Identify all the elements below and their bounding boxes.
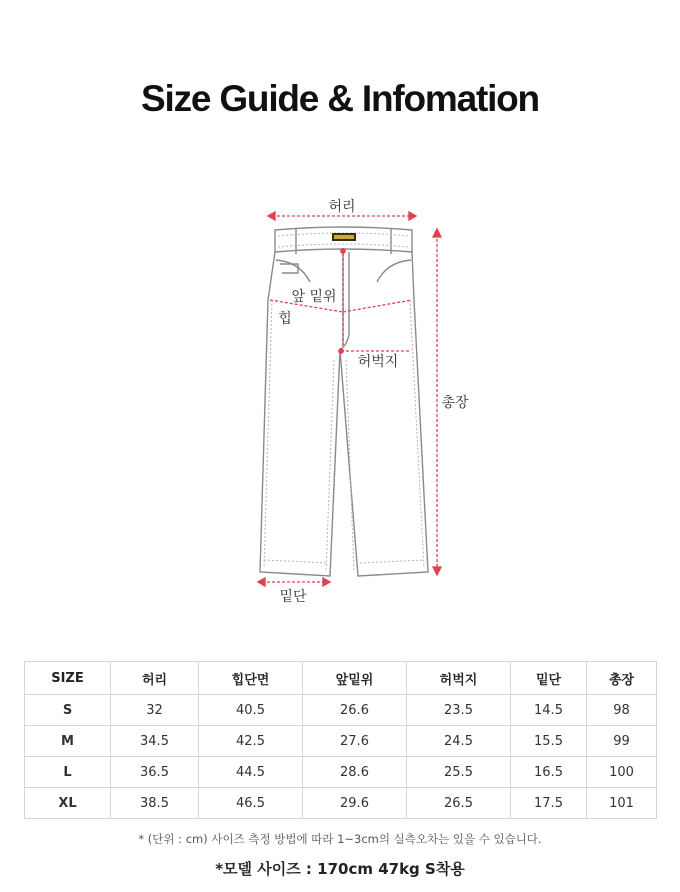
table-cell: 27.6 <box>303 726 407 757</box>
table-cell: 34.5 <box>111 726 199 757</box>
label-hem: 밑단 <box>279 589 307 605</box>
label-thigh: 허벅지 <box>357 354 399 370</box>
table-cell: 36.5 <box>111 757 199 788</box>
table-cell: 99 <box>587 726 657 757</box>
table-cell: 14.5 <box>511 695 587 726</box>
size-table <box>24 661 656 819</box>
table-row <box>25 788 657 819</box>
table-row <box>25 695 657 726</box>
table-cell: 15.5 <box>511 726 587 757</box>
table-cell: 17.5 <box>511 788 587 819</box>
table-cell: 100 <box>587 757 657 788</box>
col-header-front-rise: 앞밑위 <box>303 662 407 695</box>
col-header-thigh: 허벅지 <box>407 662 511 695</box>
table-cell: M <box>25 726 111 757</box>
table-cell: S <box>25 695 111 726</box>
table-cell: 46.5 <box>199 788 303 819</box>
col-header-size: SIZE <box>25 662 111 695</box>
label-front-rise: 앞 밑위 <box>291 289 337 305</box>
table-header-row <box>25 662 657 695</box>
page-title: Size Guide & Infomation <box>141 78 539 119</box>
table-cell: 28.6 <box>303 757 407 788</box>
label-hip: 힙 <box>278 311 292 327</box>
table-cell: 101 <box>587 788 657 819</box>
table-cell: 24.5 <box>407 726 511 757</box>
label-waist: 허리 <box>328 199 356 215</box>
table-cell: 98 <box>587 695 657 726</box>
table-cell: L <box>25 757 111 788</box>
col-header-waist: 허리 <box>111 662 199 695</box>
table-cell: 32 <box>111 695 199 726</box>
table-cell: 23.5 <box>407 695 511 726</box>
table-cell: XL <box>25 788 111 819</box>
table-cell: 26.5 <box>407 788 511 819</box>
pants-outline <box>260 227 428 576</box>
table-row <box>25 757 657 788</box>
col-header-hem: 밑단 <box>511 662 587 695</box>
table-cell: 44.5 <box>199 757 303 788</box>
label-length: 총장 <box>441 395 469 411</box>
table-cell: 40.5 <box>199 695 303 726</box>
table-cell: 25.5 <box>407 757 511 788</box>
table-cell: 38.5 <box>111 788 199 819</box>
table-cell: 29.6 <box>303 788 407 819</box>
model-size-info: *모델 사이즈 : 170cm 47kg S착용 <box>215 860 465 878</box>
table-row <box>25 726 657 757</box>
col-header-hip: 힙단면 <box>199 662 303 695</box>
table-cell: 16.5 <box>511 757 587 788</box>
table-cell: 42.5 <box>199 726 303 757</box>
col-header-length: 총장 <box>587 662 657 695</box>
measurement-note: * (단위 : cm) 사이즈 측정 방법에 따라 1~3cm의 실측오차는 있을 수 있습니다. <box>138 832 542 846</box>
table-cell: 26.6 <box>303 695 407 726</box>
